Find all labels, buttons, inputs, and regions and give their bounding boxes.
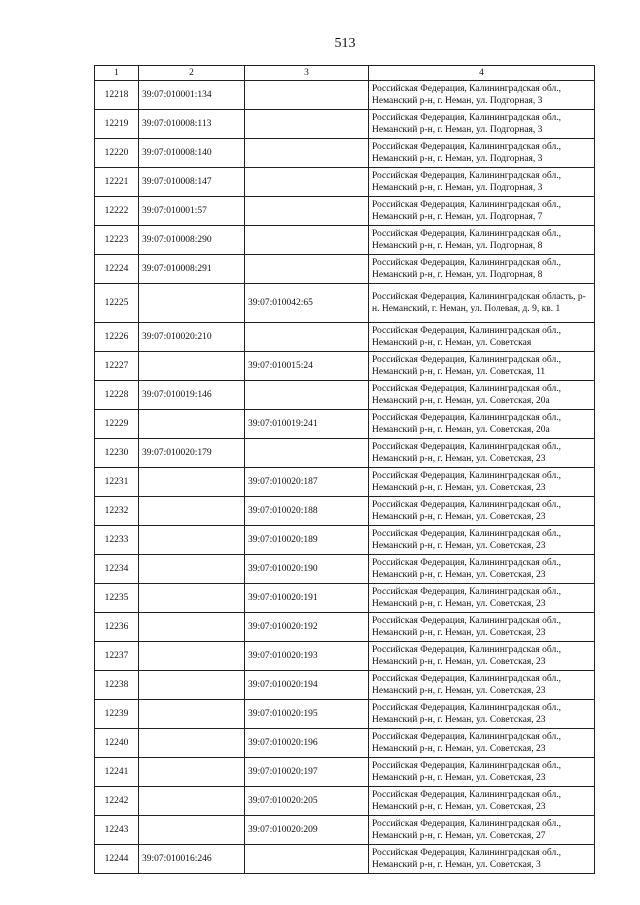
- row-number: 12227: [95, 352, 139, 381]
- table-row: [95, 139, 595, 168]
- address: Российская Федерация, Калининградская обл., Неманский р-н, г. Неман, ул. Советская, 23: [369, 787, 595, 816]
- address: Российская Федерация, Калининградская обл., Неманский р-н, г. Неман, ул. Подгорная, 3: [369, 110, 595, 139]
- row-number: 12218: [95, 81, 139, 110]
- cadastral-number-2: [245, 110, 369, 139]
- cadastral-number-2: 39:07:010020:194: [245, 671, 369, 700]
- address: Российская Федерация, Калининградская обл., Неманский р-н, г. Неман, ул. Советская, 23: [369, 700, 595, 729]
- cadastral-number-2: 39:07:010020:197: [245, 758, 369, 787]
- row-number: 12234: [95, 555, 139, 584]
- table-row: [95, 526, 595, 555]
- row-number: 12235: [95, 584, 139, 613]
- row-number: 12242: [95, 787, 139, 816]
- cadastral-number-2: 39:07:010020:191: [245, 584, 369, 613]
- cadastral-number-1: 39:07:010008:291: [139, 255, 245, 284]
- cadastral-number-1: [139, 816, 245, 845]
- table-row: [95, 642, 595, 671]
- table-row: [95, 671, 595, 700]
- address: Российская Федерация, Калининградская обл., Неманский р-н, г. Неман, ул. Советская, 20а: [369, 410, 595, 439]
- cadastral-number-1: 39:07:010008:290: [139, 226, 245, 255]
- row-number: 12236: [95, 613, 139, 642]
- table-row: [95, 845, 595, 874]
- cadastral-number-2: [245, 139, 369, 168]
- row-number: 12239: [95, 700, 139, 729]
- row-number: 12220: [95, 139, 139, 168]
- address: Российская Федерация, Калининградская обл., Неманский р-н, г. Неман, ул. Подгорная, 3: [369, 139, 595, 168]
- cadastral-number-1: [139, 284, 245, 323]
- cadastral-number-1: [139, 584, 245, 613]
- row-number: 12219: [95, 110, 139, 139]
- table-row: [95, 226, 595, 255]
- cadastral-number-2: [245, 845, 369, 874]
- table-row: [95, 110, 595, 139]
- cadastral-number-1: 39:07:010020:210: [139, 323, 245, 352]
- cadastral-number-1: 39:07:010001:57: [139, 197, 245, 226]
- address: Российская Федерация, Калининградская обл., Неманский р-н, г. Неман, ул. Советская, 23: [369, 613, 595, 642]
- cadastral-number-1: [139, 729, 245, 758]
- address: Российская Федерация, Калининградская обл., Неманский р-н, г. Неман, ул. Советская, 23: [369, 468, 595, 497]
- address: Российская Федерация, Калининградская обл., Неманский р-н, г. Неман, ул. Советская, 23: [369, 439, 595, 468]
- cadastral-number-1: [139, 497, 245, 526]
- row-number: 12232: [95, 497, 139, 526]
- address: Российская Федерация, Калининградская обл., Неманский р-н, г. Неман, ул. Советская, 23: [369, 729, 595, 758]
- row-number: 12241: [95, 758, 139, 787]
- cadastral-number-2: 39:07:010042:65: [245, 284, 369, 323]
- cadastral-number-2: [245, 439, 369, 468]
- cadastral-number-2: 39:07:010020:188: [245, 497, 369, 526]
- address: Российская Федерация, Калининградская обл., Неманский р-н, г. Неман, ул. Советская, 23: [369, 584, 595, 613]
- cadastral-number-1: [139, 613, 245, 642]
- row-number: 12243: [95, 816, 139, 845]
- row-number: 12224: [95, 255, 139, 284]
- cadastral-number-1: [139, 671, 245, 700]
- table-row: [95, 284, 595, 323]
- address: Российская Федерация, Калининградская обл., Неманский р-н, г. Неман, ул. Советская, 23: [369, 497, 595, 526]
- table-row: [95, 787, 595, 816]
- cadastral-number-2: 39:07:010020:193: [245, 642, 369, 671]
- cadastral-number-2: 39:07:010020:209: [245, 816, 369, 845]
- cadastral-number-1: [139, 700, 245, 729]
- address: Российская Федерация, Калининградская область, р-н. Неманский, г. Неман, ул. Полевая, д. 9, кв. 1: [369, 284, 595, 323]
- address: Российская Федерация, Калининградская обл., Неманский р-н, г. Неман, ул. Советская: [369, 323, 595, 352]
- row-number: 12230: [95, 439, 139, 468]
- header-cell: 1: [95, 66, 139, 81]
- table-row: [95, 613, 595, 642]
- cadastral-number-2: 39:07:010020:189: [245, 526, 369, 555]
- address: Российская Федерация, Калининградская обл., Неманский р-н, г. Неман, ул. Советская, 23: [369, 671, 595, 700]
- address: Российская Федерация, Калининградская обл., Неманский р-н, г. Неман, ул. Советская, 23: [369, 642, 595, 671]
- cadastral-number-2: [245, 197, 369, 226]
- header-cell: 2: [139, 66, 245, 81]
- address: Российская Федерация, Калининградская обл., Неманский р-н, г. Неман, ул. Советская, 3: [369, 845, 595, 874]
- row-number: 12233: [95, 526, 139, 555]
- table-row: [95, 352, 595, 381]
- cadastral-number-1: [139, 352, 245, 381]
- address: Российская Федерация, Калининградская обл., Неманский р-н, г. Неман, ул. Советская, 20а: [369, 381, 595, 410]
- row-number: 12240: [95, 729, 139, 758]
- row-number: 12231: [95, 468, 139, 497]
- cadastral-number-1: [139, 555, 245, 584]
- cadastral-number-2: [245, 323, 369, 352]
- row-number: 12238: [95, 671, 139, 700]
- cadastral-number-2: [245, 81, 369, 110]
- cadastral-number-1: [139, 787, 245, 816]
- cadastral-number-1: 39:07:010001:134: [139, 81, 245, 110]
- cadastral-number-2: [245, 226, 369, 255]
- table-row: [95, 555, 595, 584]
- table-row: [95, 323, 595, 352]
- cadastral-number-1: 39:07:010019:146: [139, 381, 245, 410]
- row-number: 12237: [95, 642, 139, 671]
- table-row: [95, 381, 595, 410]
- cadastral-number-1: [139, 526, 245, 555]
- cadastral-number-1: [139, 758, 245, 787]
- table-row: [95, 168, 595, 197]
- row-number: 12244: [95, 845, 139, 874]
- table-row: [95, 758, 595, 787]
- address: Российская Федерация, Калининградская обл., Неманский р-н, г. Неман, ул. Советская, 23: [369, 555, 595, 584]
- address: Российская Федерация, Калининградская обл., Неманский р-н, г. Неман, ул. Советская, 23: [369, 526, 595, 555]
- cadastral-number-2: 39:07:010015:24: [245, 352, 369, 381]
- table-row: [95, 468, 595, 497]
- table-row: [95, 700, 595, 729]
- page-number: 513: [334, 36, 356, 51]
- address: Российская Федерация, Калининградская обл., Неманский р-н, г. Неман, ул. Подгорная, 8: [369, 226, 595, 255]
- cadastral-number-1: 39:07:010008:147: [139, 168, 245, 197]
- address: Российская Федерация, Калининградская обл., Неманский р-н, г. Неман, ул. Подгорная, 8: [369, 255, 595, 284]
- header-cell: 4: [369, 66, 595, 81]
- table-row: [95, 410, 595, 439]
- cadastral-number-2: 39:07:010020:196: [245, 729, 369, 758]
- cadastral-number-2: 39:07:010020:190: [245, 555, 369, 584]
- table-row: [95, 584, 595, 613]
- cadastral-number-1: 39:07:010016:246: [139, 845, 245, 874]
- cadastral-number-1: [139, 410, 245, 439]
- row-number: 12225: [95, 284, 139, 323]
- cadastral-number-1: 39:07:010008:140: [139, 139, 245, 168]
- table-row: [95, 255, 595, 284]
- table-row: [95, 197, 595, 226]
- table-row: [95, 729, 595, 758]
- cadastral-number-1: 39:07:010020:179: [139, 439, 245, 468]
- address: Российская Федерация, Калининградская обл., Неманский р-н, г. Неман, ул. Подгорная, 3: [369, 168, 595, 197]
- cadastral-number-2: 39:07:010020:187: [245, 468, 369, 497]
- cadastral-number-1: [139, 468, 245, 497]
- address: Российская Федерация, Калининградская обл., Неманский р-н, г. Неман, ул. Советская, 27: [369, 816, 595, 845]
- table-row: [95, 81, 595, 110]
- address: Российская Федерация, Калининградская обл., Неманский р-н, г. Неман, ул. Подгорная, 7: [369, 197, 595, 226]
- header-row: [95, 66, 595, 81]
- row-number: 12222: [95, 197, 139, 226]
- header-cell: 3: [245, 66, 369, 81]
- address: Российская Федерация, Калининградская обл., Неманский р-н, г. Неман, ул. Подгорная, 3: [369, 81, 595, 110]
- cadastral-number-2: 39:07:010020:205: [245, 787, 369, 816]
- table-body: [95, 66, 595, 874]
- cadastral-number-2: 39:07:010020:195: [245, 700, 369, 729]
- cadastral-number-2: [245, 255, 369, 284]
- address: Российская Федерация, Калининградская обл., Неманский р-н, г. Неман, ул. Советская, 23: [369, 758, 595, 787]
- table-row: [95, 439, 595, 468]
- row-number: 12229: [95, 410, 139, 439]
- parcel-table: [94, 65, 595, 874]
- cadastral-number-2: [245, 168, 369, 197]
- cadastral-number-1: 39:07:010008:113: [139, 110, 245, 139]
- row-number: 12226: [95, 323, 139, 352]
- row-number: 12221: [95, 168, 139, 197]
- cadastral-number-2: [245, 381, 369, 410]
- cadastral-number-2: 39:07:010020:192: [245, 613, 369, 642]
- table-row: [95, 816, 595, 845]
- row-number: 12228: [95, 381, 139, 410]
- address: Российская Федерация, Калининградская обл., Неманский р-н, г. Неман, ул. Советская, 11: [369, 352, 595, 381]
- table-row: [95, 497, 595, 526]
- cadastral-number-1: [139, 642, 245, 671]
- cadastral-number-2: 39:07:010019:241: [245, 410, 369, 439]
- row-number: 12223: [95, 226, 139, 255]
